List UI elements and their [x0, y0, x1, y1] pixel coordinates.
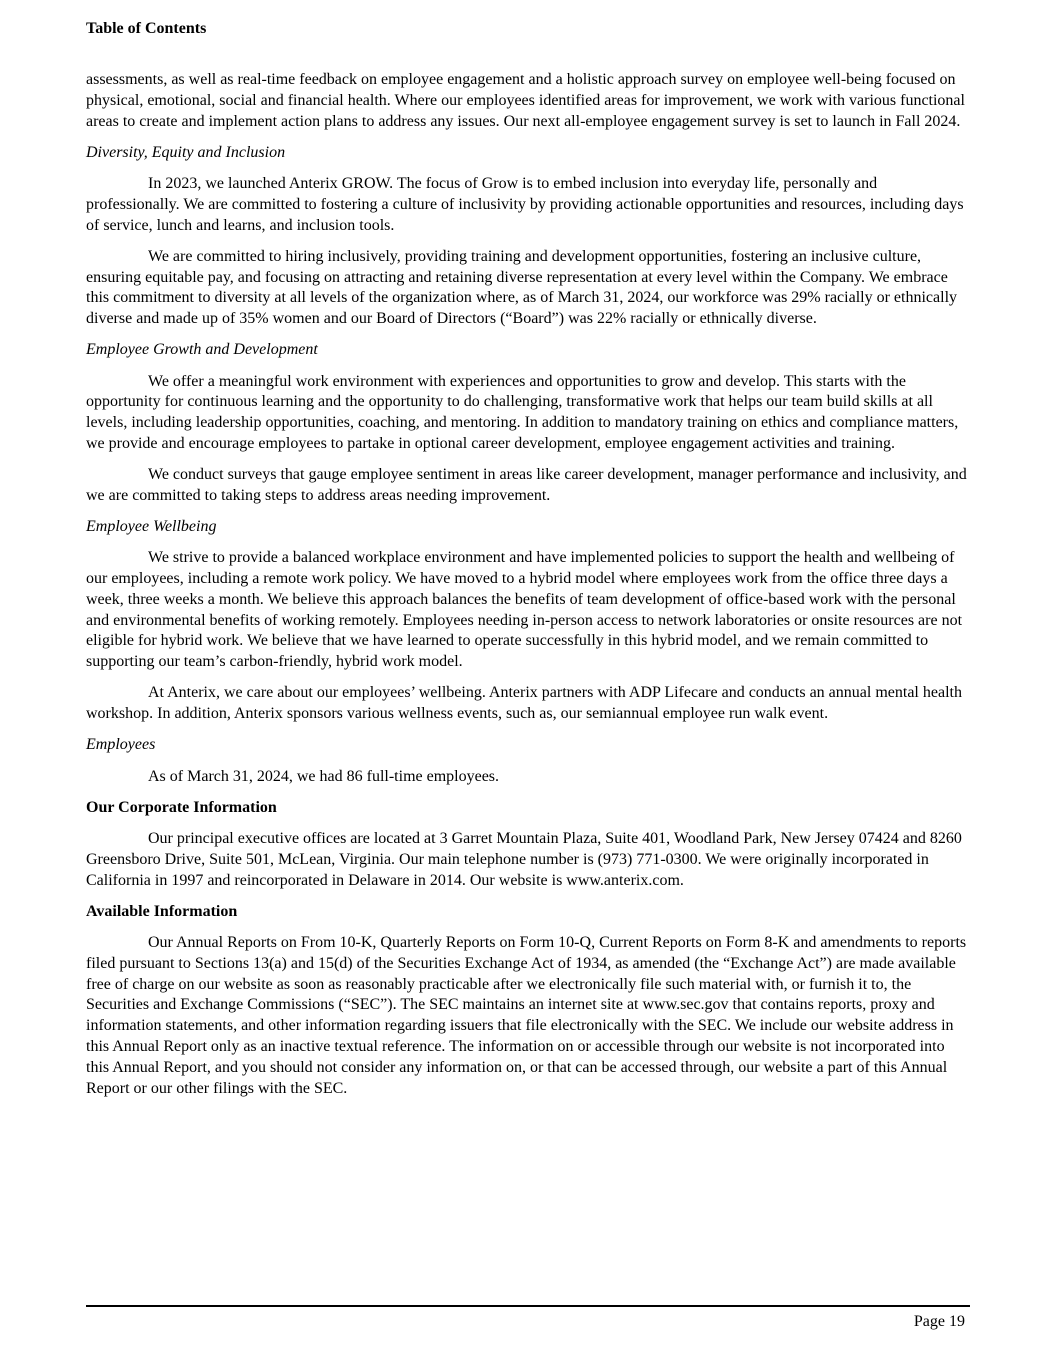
- dei-heading: Diversity, Equity and Inclusion: [86, 143, 286, 161]
- continuation-paragraph: assessments, as well as real-time feedback on employee engagement and a holistic approach survey on employee well-being focused on physical, emotional, social and financial health. Where our employees identified areas for improvement, we work with various functional areas to create and implement action plans to address any issues. Our next all-employee engagement survey is set to launch in Fall 2024.: [86, 71, 965, 130]
- dei-paragraph-1: In 2023, we launched Anterix GROW. The focus of Grow is to embed inclusion into everyday life, personally and professionally. We are committed to fostering a culture of inclusivity by providing actionable opportunities and resources, including days of service, lunch and learns, and inclusion tools.: [86, 174, 964, 234]
- corporate-information-heading: Our Corporate Information: [86, 798, 277, 816]
- growth-heading: Employee Growth and Development: [86, 341, 318, 359]
- document-body: [86, 70, 970, 1110]
- employees-paragraph: As of March 31, 2024, we had 86 full-time employees.: [148, 767, 500, 785]
- growth-paragraph-1: We offer a meaningful work environment with experiences and opportunities to grow and develop. This starts with the opportunity for continuous learning and the opportunity to do challenging, transformative work that helps our team build skills at all levels, including leadership opportunities, coaching, and mentoring. In addition to mandatory training on ethics and compliance matters, we provide and encourage employees to partake in optional career development, employee engagement activities and training.: [86, 372, 959, 452]
- table-of-contents-link[interactable]: Table of Contents: [86, 20, 207, 37]
- corporate-information-paragraph: Our principal executive offices are located at 3 Garret Mountain Plaza, Suite 401, Woodland Park, New Jersey 07424 and 8260 Greensboro Drive, Suite 501, McLean, Virginia. Our main telephone number is (973) 771-0300. We were originally incorporated in California in 1997 and reincorporated in Delaware in 2014. Our website is www.anterix.com.: [86, 829, 962, 889]
- dei-paragraph-2: We are committed to hiring inclusively, providing training and development opportunities, fostering an inclusive culture, ensuring equitable pay, and focusing on attracting and retaining diverse representation at every level within the Company. We embrace this commitment to diversity at all levels of the organization where, as of March 31, 2024, our workforce was 29% racially or ethnically diverse and made up of 35% women and our Board of Directors (“Board”) was 22% racially or ethnically diverse.: [86, 247, 958, 328]
- growth-paragraph-2: We conduct surveys that gauge employee sentiment in areas like career development, manager performance and inclusivity, and we are committed to taking steps to address areas needing improvement.: [86, 466, 967, 504]
- wellbeing-paragraph-2: At Anterix, we care about our employees’ wellbeing. Anterix partners with ADP Lifecare and conducts an annual mental health workshop. In addition, Anterix sponsors various wellness events, such as, our semiannual employee run walk event.: [86, 684, 962, 723]
- wellbeing-paragraph-1: We strive to provide a balanced workplace environment and have implemented policies to support the health and wellbeing of our employees, including a remote work policy. We have moved to a hybrid model where employees work from the office three days a week, three weeks a month. We believe this approach balances the benefits of team development of office-based work with the personal and environmental benefits of working remotely. Employees needing in-person access to network laboratories or onsite resources are not eligible for hybrid work. We believe that we have learned to operate successfully in this hybrid model, and we remain committed to supporting our team’s carbon-friendly, hybrid work model.: [86, 549, 963, 671]
- employees-heading: Employees: [86, 736, 156, 754]
- footer-divider: [86, 1305, 970, 1307]
- wellbeing-heading: Employee Wellbeing: [86, 518, 217, 536]
- page-number: Page 19: [913, 1313, 965, 1330]
- available-information-paragraph: Our Annual Reports on From 10-K, Quarterly Reports on Form 10-Q, Current Reports on Form 8-K and amendments to reports filed pursuant to Sections 13(a) and 15(d) of the Securities Exchange Act of 1934, as amended (the “Exchange Act”) are made available free of charge on our website as soon as reasonably practicable after we electronically file such material with, or furnish it to, the Securities and Exchange Commissions (“SEC”). The SEC maintains an internet site at www.sec.gov that contains reports, proxy and information statements, and other information regarding issuers that file electronically with the SEC. We include our website address in this Annual Report only as an inactive textual reference. The information on or accessible through our website is not incorporated into this Annual Report, and you should not consider any information on, or that can be accessed through, our website a part of this Annual Report or our other filings with the SEC.: [86, 933, 967, 1097]
- available-information-heading: Available Information: [86, 902, 238, 920]
